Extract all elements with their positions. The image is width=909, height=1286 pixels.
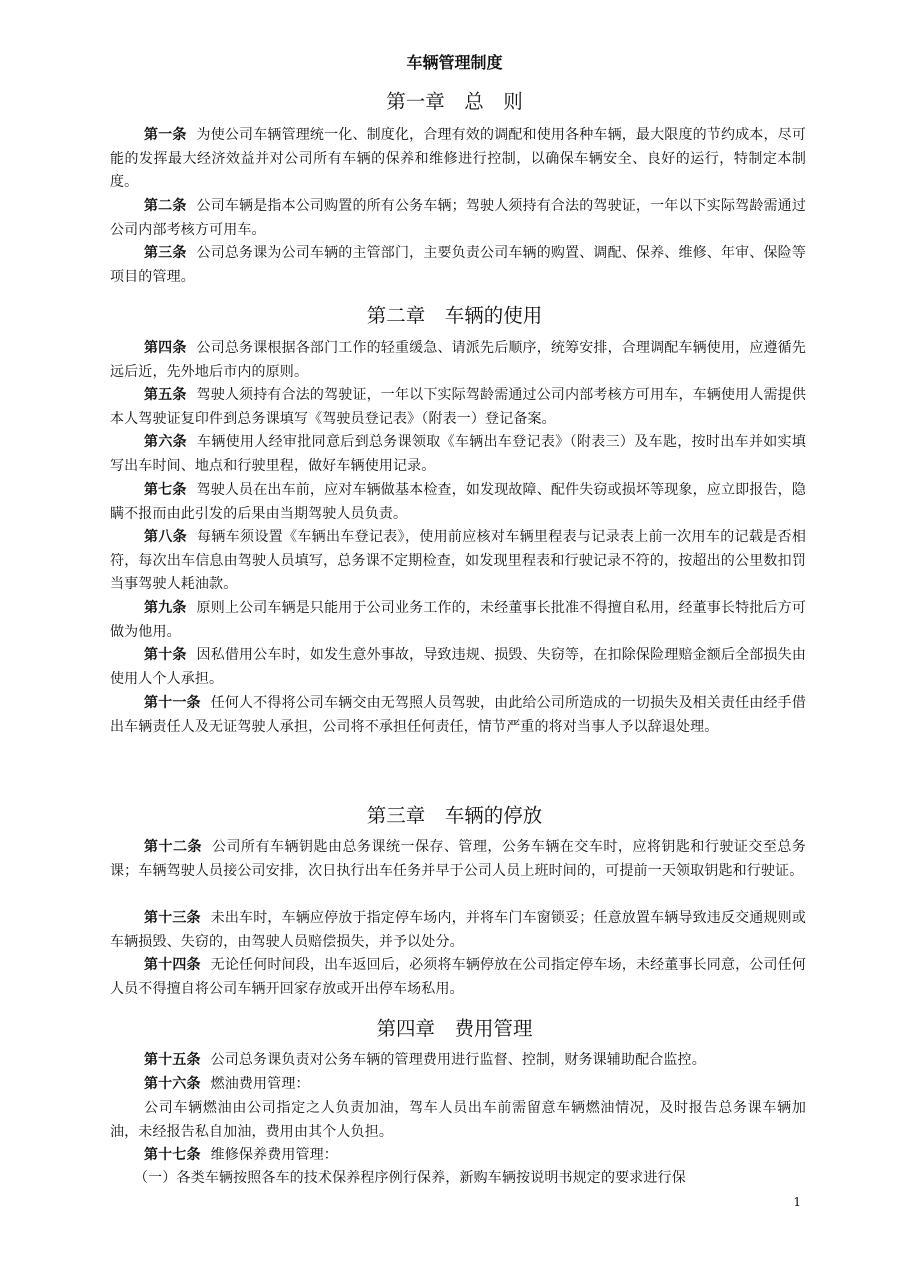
article-text: 未出车时，车辆应停放于指定停车场内，并将车门车窗锁妥；任意放置车辆导致违反交通规则或车辆损毁、失窃的，由驾驶人员赔偿损失，并予以处分。 [110, 910, 806, 950]
article-17 [110, 1144, 806, 1168]
article-label: 第四条 [144, 340, 187, 356]
article-text: 驾驶人员在出车前，应对车辆做基本检查，如发现故障、配件失窃或损坏等现象，应立即报告，隐瞒不报而由此引发的后果由当期驾驶人员负责。 [110, 482, 806, 522]
article-12 [110, 836, 806, 883]
article-label: 第二条 [144, 198, 187, 214]
article-label: 第十三条 [144, 910, 201, 926]
article-text: 公司所有车辆钥匙由总务课统一保存、管理，公务车辆在交车时，应将钥匙和行驶证交至总务课；车辆驾驶人员接公司安排，次日执行出车任务并早于公司人员上班时间的，可提前一天领取钥匙和行驶证。 [110, 839, 806, 879]
article-label: 第十二条 [144, 839, 202, 855]
article-text: 每辆车须设置《车辆出车登记表》，使用前应核对车辆里程表与记录表上前一次用车的记载是否相符，每次出车信息由驾驶人员填写，总务课不定期检查，如发现里程表和行驶记录不符的，按超出的公里数扣罚当事驾驶人耗油款。 [110, 529, 807, 592]
article-8 [110, 526, 806, 597]
article-6 [110, 431, 806, 478]
article-4 [110, 337, 806, 384]
article-11 [110, 692, 806, 739]
article-text: 公司总务课为公司车辆的主管部门，主要负责公司车辆的购置、调配、保养、维修、年审、保险等项目的管理。 [110, 245, 806, 285]
article-text: 燃油费用管理： [210, 1076, 310, 1092]
article-text: 因私借用公车时，如发生意外事故，导致违规、损毁、失窃等，在扣除保险理赔金额后全部损失由使用人个人承担。 [110, 647, 806, 687]
article-label: 第十六条 [144, 1076, 201, 1092]
article-text: 驾驶人须持有合法的驾驶证，一年以下实际驾龄需通过公司内部考核方可用车，车辆使用人需提供本人驾驶证复印件到总务课填写《驾驶员登记表》（附表一）登记备案。 [110, 387, 806, 427]
article-label: 第十条 [144, 647, 187, 663]
article-7 [110, 479, 806, 526]
article-3 [110, 242, 806, 289]
article-label: 第十一条 [144, 695, 201, 711]
chapter-1-heading: 第一章 总 则 [386, 90, 523, 113]
article-text: 公司车辆是指本公司购置的所有公务车辆；驾驶人须持有合法的驾驶证，一年以下实际驾龄需通过公司内部考核方可用车。 [110, 198, 806, 238]
fuel-cost-paragraph [110, 1097, 806, 1144]
article-9 [110, 597, 806, 644]
article-text: 公司总务课负责对公务车辆的管理费用进行监督、控制，财务课辅助配合监控。 [210, 1052, 706, 1068]
article-text: 车辆使用人经审批同意后到总务课领取《车辆出车登记表》（附表三）及车匙，按时出车并如实填写出车时间、地点和行驶里程，做好车辆使用记录。 [110, 434, 807, 474]
page-number: 1 [793, 1195, 801, 1209]
article-label: 第一条 [144, 127, 187, 143]
chapter-4-heading: 第四章 费用管理 [376, 1017, 533, 1040]
article-2 [110, 195, 806, 242]
article-label: 第三条 [144, 245, 187, 261]
article-label: 第八条 [144, 529, 187, 545]
article-label: 第十四条 [144, 957, 201, 973]
chapter-3-heading: 第三章 车辆的停放 [366, 804, 543, 827]
article-label: 第十七条 [144, 1147, 201, 1163]
article-text: 公司总务课根据各部门工作的轻重缓急、请派先后顺序，统筹安排，合理调配车辆使用，应遵循先远后近，先外地后市内的原则。 [110, 340, 806, 380]
article-5 [110, 384, 806, 431]
article-text: 维修保养费用管理： [210, 1147, 338, 1163]
article-text: 任何人不得将公司车辆交由无驾照人员驾驶，由此给公司所造成的一切损失及相关责任由经手借出车辆责任人及无证驾驶人承担，公司将不承担任何责任，情节严重的将对当事人予以辞退处理。 [110, 695, 806, 735]
article-14 [110, 954, 806, 1001]
article-text: 为使公司车辆管理统一化、制度化，合理有效的调配和使用各种车辆，最大限度的节约成本，尽可能的发挥最大经济效益并对公司所有车辆的保养和维修进行控制，以确保车辆安全、良好的运行，特制定本制度。 [110, 127, 806, 190]
article-label: 第九条 [144, 600, 187, 616]
article-10 [110, 644, 806, 691]
article-label: 第十五条 [144, 1052, 201, 1068]
maintenance-item-1 [110, 1167, 806, 1191]
article-13 [110, 907, 806, 954]
chapter-2-heading: 第二章 车辆的使用 [366, 304, 543, 327]
article-text: 无论任何时间段，出车返回后，必须将车辆停放在公司指定停车场，未经董事长同意，公司任何人员不得擅自将公司车辆开回家存放或开出停车场私用。 [110, 957, 806, 997]
article-1 [110, 124, 806, 195]
article-text: 原则上公司车辆是只能用于公司业务工作的，未经董事长批准不得擅自私用，经董事长特批后方可做为他用。 [110, 600, 806, 640]
article-15 [110, 1049, 806, 1073]
document-title: 车辆管理制度 [406, 53, 503, 72]
article-text: 公司车辆燃油由公司指定之人负责加油，驾车人员出车前需留意车辆燃油情况，及时报告总务课车辆加油，未经报告私自加油，费用由其个人负担。 [110, 1100, 806, 1140]
article-label: 第五条 [144, 387, 187, 403]
article-label: 第七条 [144, 482, 187, 498]
article-label: 第六条 [144, 434, 187, 450]
article-text: （一）各类车辆按照各车的技术保养程序例行保养，新购车辆按说明书规定的要求进行保 [134, 1170, 686, 1186]
article-16 [110, 1073, 806, 1097]
